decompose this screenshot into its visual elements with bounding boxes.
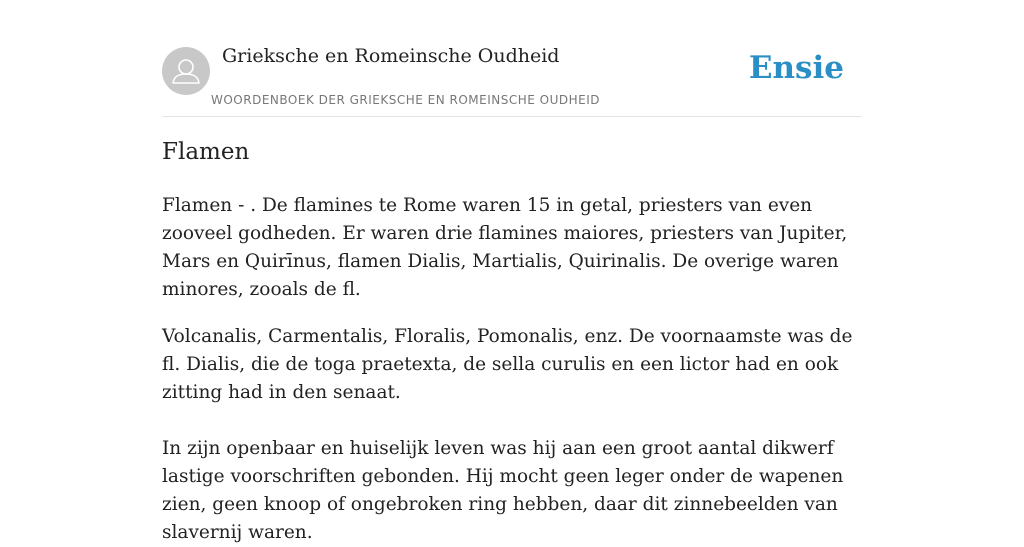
ensie-logo[interactable]: Ensie — [748, 50, 844, 86]
source-header — [162, 0, 862, 117]
entry-paragraph: Volcanalis, Carmentalis, Floralis, Pomonalis, enz. De voornaamste was de fl. Dialis, die de toga praetexta, de sella curulis en een lictor had en ook zitting had in den senaat. — [162, 326, 853, 403]
source-avatar[interactable] — [162, 47, 210, 95]
entry-paragraph: In zijn openbaar en huiselijk leven was hij aan een groot aantal dikwerf lastige voorschriften gebonden. Hij mocht geen leger onder de wapenen zien, geen knoop of ongebroken ring hebben, daar dit zinnebeelden van slavernij waren. — [162, 438, 844, 543]
entry-paragraph: Flamen - . De flamines te Rome waren 15 in getal, priesters van even zooveel godheden. Er waren drie flamines maiores, priesters van Jupiter, Mars en Quirīnus, flamen Dialis, Martialis, Quirinalis. De overige waren minores, zooals de fl. — [162, 195, 848, 300]
source-title[interactable]: Grieksche en Romeinsche Oudheid — [222, 45, 560, 67]
article-container — [162, 0, 862, 543]
user-icon — [162, 47, 210, 95]
source-subtitle: WOORDENBOEK DER GRIEKSCHE EN ROMEINSCHE OUDHEID — [211, 93, 601, 107]
entry-title: Flamen — [162, 139, 250, 165]
entry-body — [162, 192, 862, 547]
